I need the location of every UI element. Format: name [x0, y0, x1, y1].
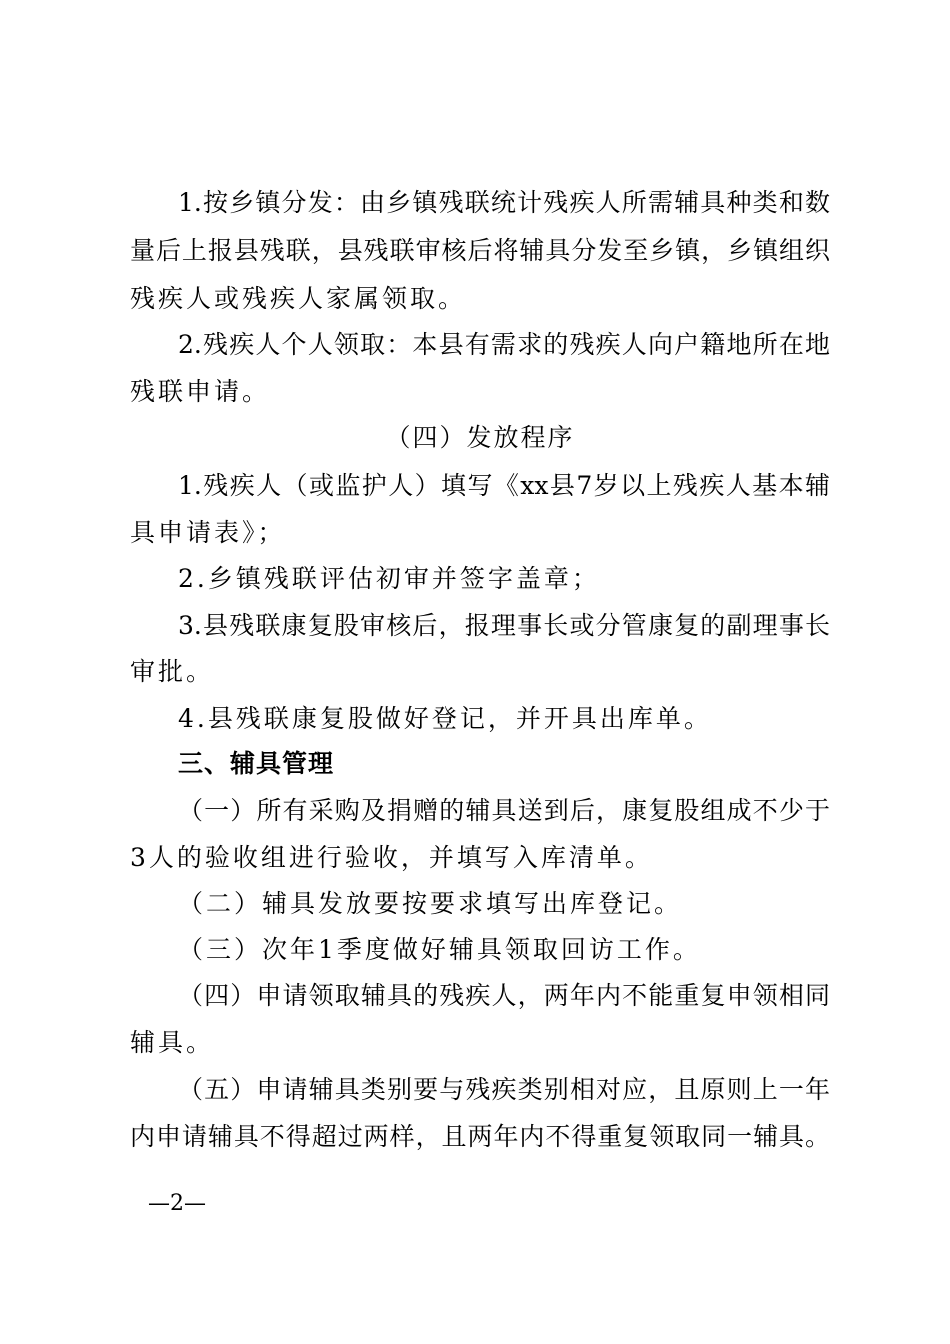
paragraph-line: 2.乡镇残联评估初审并签字盖章；: [178, 564, 600, 593]
paragraph-line: 辅具。: [130, 1028, 215, 1057]
paragraph-line: 1.残疾人（或监护人）填写《xx县7岁以上残疾人基本辅: [178, 471, 830, 500]
paragraph-line: 量后上报县残联，县残联审核后将辅具分发至乡镇，乡镇组织: [130, 236, 830, 265]
paragraph-line: 内申请辅具不得超过两样，且两年内不得重复领取同一辅具。: [130, 1122, 830, 1151]
section-heading: 三、辅具管理: [178, 749, 335, 778]
paragraph-line: （五）申请辅具类别要与残疾类别相对应，且原则上一年: [178, 1075, 830, 1104]
paragraph-line: 1.按乡镇分发：由乡镇残联统计残疾人所需辅具种类和数: [178, 188, 830, 217]
paragraph-line: 2.残疾人个人领取：本县有需求的残疾人向户籍地所在地: [178, 330, 830, 359]
paragraph-line: 审批。: [130, 657, 215, 686]
paragraph-line: 3人的验收组进行验收，并填写入库清单。: [130, 843, 653, 872]
paragraph-line: 4.县残联康复股做好登记，并开具出库单。: [178, 704, 712, 733]
paragraph-line: （三）次年1季度做好辅具领取回访工作。: [178, 935, 701, 964]
paragraph-line: 残疾人或残疾人家属领取。: [130, 284, 467, 313]
paragraph-line: 3.县残联康复股审核后，报理事长或分管康复的副理事长: [178, 611, 830, 640]
paragraph-line: 具申请表》；: [130, 518, 286, 547]
paragraph-line: （一）所有采购及捐赠的辅具送到后，康复股组成不少于: [178, 796, 830, 825]
section-subheading: （四）发放程序: [385, 423, 575, 452]
paragraph-line: 残联申请。: [130, 377, 271, 406]
page-number: —2—: [148, 1191, 206, 1216]
paragraph-line: （四）申请领取辅具的残疾人，两年内不能重复申领相同: [178, 981, 830, 1010]
paragraph-line: （二）辅具发放要按要求填写出库登记。: [178, 889, 683, 918]
